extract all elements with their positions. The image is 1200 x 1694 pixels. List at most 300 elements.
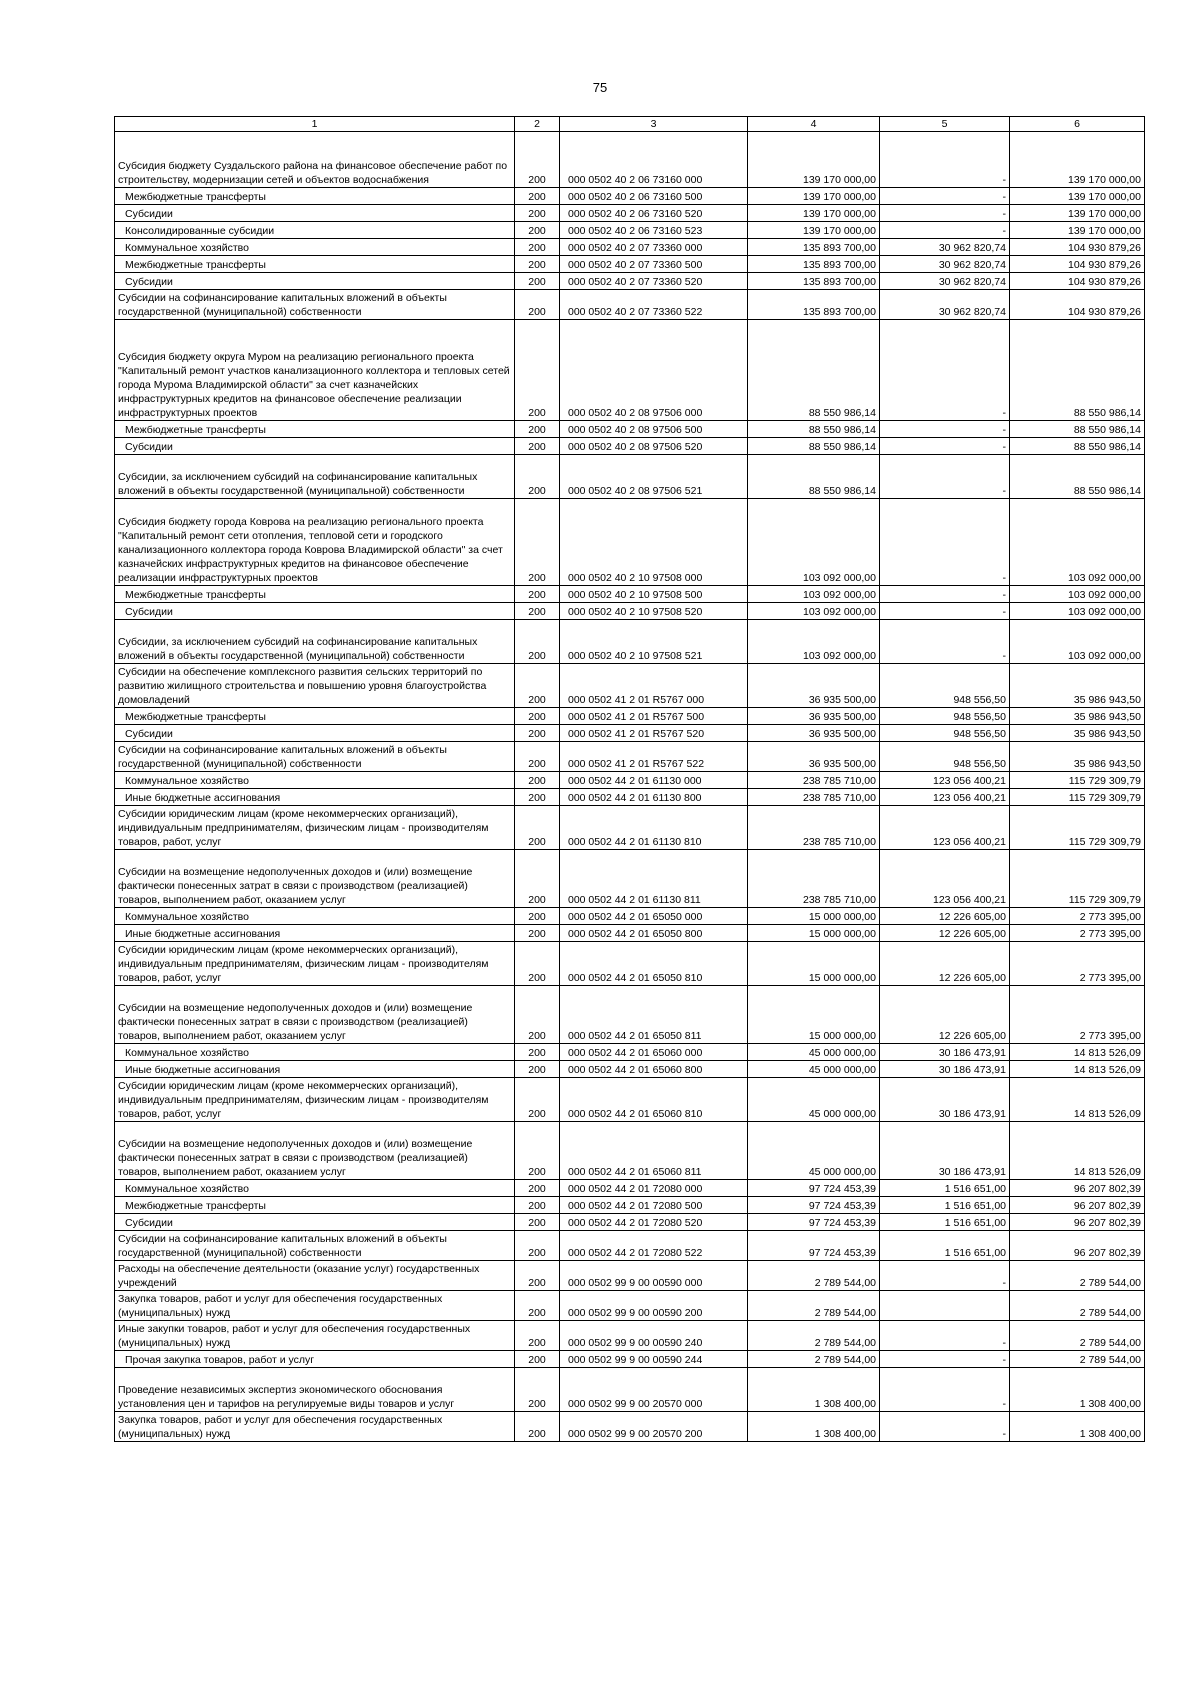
row-executed-amount: - (880, 603, 1010, 620)
row-executed-amount: 123 056 400,21 (880, 772, 1010, 789)
row-remaining-amount: 35 986 943,50 (1010, 742, 1145, 772)
row-code-line: 200 (515, 132, 560, 188)
row-executed-amount: - (880, 132, 1010, 188)
row-remaining-amount: 96 207 802,39 (1010, 1180, 1145, 1197)
row-approved-amount: 2 789 544,00 (748, 1351, 880, 1368)
row-executed-amount: - (880, 499, 1010, 586)
row-remaining-amount: 103 092 000,00 (1010, 603, 1145, 620)
row-approved-amount: 103 092 000,00 (748, 499, 880, 586)
row-executed-amount: 12 226 605,00 (880, 925, 1010, 942)
row-executed-amount: 123 056 400,21 (880, 806, 1010, 850)
row-approved-amount: 2 789 544,00 (748, 1291, 880, 1321)
row-description: Субсидия бюджету Суздальского района на финансовое обеспечение работ по строительству, модернизации сетей и объектов водоснабжения (115, 132, 515, 188)
row-code-line: 200 (515, 1231, 560, 1261)
row-executed-amount: 30 962 820,74 (880, 256, 1010, 273)
row-code-line: 200 (515, 222, 560, 239)
row-approved-amount: 88 550 986,14 (748, 438, 880, 455)
row-approved-amount: 45 000 000,00 (748, 1122, 880, 1180)
row-remaining-amount: 104 930 879,26 (1010, 256, 1145, 273)
row-executed-amount: - (880, 320, 1010, 421)
row-budget-code: 000 0502 44 2 01 72080 522 (560, 1231, 748, 1261)
row-description: Субсидии (115, 603, 515, 620)
row-approved-amount: 97 724 453,39 (748, 1180, 880, 1197)
row-code-line: 200 (515, 455, 560, 499)
row-description: Коммунальное хозяйство (115, 1044, 515, 1061)
row-remaining-amount: 1 308 400,00 (1010, 1412, 1145, 1442)
row-code-line: 200 (515, 421, 560, 438)
row-executed-amount: 123 056 400,21 (880, 789, 1010, 806)
row-approved-amount: 135 893 700,00 (748, 256, 880, 273)
row-description: Субсидии, за исключением субсидий на софинансирование капитальных вложений в объекты государственной (муниципальной) собственности (115, 620, 515, 664)
row-budget-code: 000 0502 99 9 00 20570 200 (560, 1412, 748, 1442)
table-row (115, 1368, 1145, 1412)
row-remaining-amount: 104 930 879,26 (1010, 273, 1145, 290)
row-executed-amount: 30 186 473,91 (880, 1061, 1010, 1078)
table-row (115, 222, 1145, 239)
row-approved-amount: 139 170 000,00 (748, 222, 880, 239)
table-row (115, 205, 1145, 222)
row-description: Иные бюджетные ассигнования (115, 1061, 515, 1078)
row-remaining-amount: 14 813 526,09 (1010, 1078, 1145, 1122)
row-budget-code: 000 0502 40 2 06 73160 523 (560, 222, 748, 239)
table-header-row (115, 117, 1145, 132)
table-row (115, 499, 1145, 586)
row-code-line: 200 (515, 603, 560, 620)
row-code-line: 200 (515, 772, 560, 789)
row-remaining-amount: 103 092 000,00 (1010, 586, 1145, 603)
row-approved-amount: 2 789 544,00 (748, 1261, 880, 1291)
row-approved-amount: 88 550 986,14 (748, 320, 880, 421)
row-budget-code: 000 0502 41 2 01 R5767 522 (560, 742, 748, 772)
row-approved-amount: 238 785 710,00 (748, 806, 880, 850)
table-row (115, 586, 1145, 603)
row-executed-amount: - (880, 1351, 1010, 1368)
table-row (115, 708, 1145, 725)
row-budget-code: 000 0502 41 2 01 R5767 500 (560, 708, 748, 725)
row-budget-code: 000 0502 44 2 01 72080 000 (560, 1180, 748, 1197)
row-executed-amount: 30 962 820,74 (880, 273, 1010, 290)
row-description: Расходы на обеспечение деятельности (оказание услуг) государственных учреждений (115, 1261, 515, 1291)
row-approved-amount: 139 170 000,00 (748, 132, 880, 188)
row-code-line: 200 (515, 986, 560, 1044)
row-code-line: 200 (515, 239, 560, 256)
table-row (115, 850, 1145, 908)
row-executed-amount: - (880, 205, 1010, 222)
table-row (115, 1078, 1145, 1122)
row-executed-amount: - (880, 188, 1010, 205)
row-budget-code: 000 0502 40 2 06 73160 520 (560, 205, 748, 222)
column-header: 3 (560, 117, 748, 132)
row-approved-amount: 36 935 500,00 (748, 664, 880, 708)
row-code-line: 200 (515, 1061, 560, 1078)
row-budget-code: 000 0502 40 2 10 97508 000 (560, 499, 748, 586)
row-approved-amount: 88 550 986,14 (748, 455, 880, 499)
row-approved-amount: 135 893 700,00 (748, 290, 880, 320)
row-code-line: 200 (515, 205, 560, 222)
row-description: Субсидии (115, 1214, 515, 1231)
row-description: Субсидии, за исключением субсидий на софинансирование капитальных вложений в объекты государственной (муниципальной) собственности (115, 455, 515, 499)
row-budget-code: 000 0502 44 2 01 61130 811 (560, 850, 748, 908)
row-executed-amount: 948 556,50 (880, 664, 1010, 708)
table-row (115, 320, 1145, 421)
row-approved-amount: 15 000 000,00 (748, 986, 880, 1044)
row-approved-amount: 36 935 500,00 (748, 725, 880, 742)
row-remaining-amount: 1 308 400,00 (1010, 1368, 1145, 1412)
row-remaining-amount: 103 092 000,00 (1010, 499, 1145, 586)
row-remaining-amount: 104 930 879,26 (1010, 290, 1145, 320)
row-approved-amount: 36 935 500,00 (748, 742, 880, 772)
row-budget-code: 000 0502 40 2 06 73160 000 (560, 132, 748, 188)
row-remaining-amount: 35 986 943,50 (1010, 725, 1145, 742)
row-budget-code: 000 0502 40 2 07 73360 500 (560, 256, 748, 273)
row-approved-amount: 139 170 000,00 (748, 188, 880, 205)
row-description: Иные закупки товаров, работ и услуг для обеспечения государственных (муниципальных) нужд (115, 1321, 515, 1351)
table-row (115, 664, 1145, 708)
table-row (115, 742, 1145, 772)
row-executed-amount: - (880, 1321, 1010, 1351)
row-approved-amount: 103 092 000,00 (748, 603, 880, 620)
row-approved-amount: 135 893 700,00 (748, 239, 880, 256)
table-row (115, 1231, 1145, 1261)
row-executed-amount: - (880, 586, 1010, 603)
row-executed-amount: 1 516 651,00 (880, 1180, 1010, 1197)
row-remaining-amount: 139 170 000,00 (1010, 132, 1145, 188)
row-budget-code: 000 0502 44 2 01 65050 810 (560, 942, 748, 986)
row-executed-amount: - (880, 1412, 1010, 1442)
row-code-line: 200 (515, 586, 560, 603)
row-description: Коммунальное хозяйство (115, 239, 515, 256)
row-budget-code: 000 0502 99 9 00 00590 240 (560, 1321, 748, 1351)
row-code-line: 200 (515, 1078, 560, 1122)
row-executed-amount: 30 962 820,74 (880, 239, 1010, 256)
row-description: Иные бюджетные ассигнования (115, 925, 515, 942)
row-budget-code: 000 0502 99 9 00 00590 244 (560, 1351, 748, 1368)
row-remaining-amount: 88 550 986,14 (1010, 455, 1145, 499)
row-description: Коммунальное хозяйство (115, 772, 515, 789)
row-executed-amount: 1 516 651,00 (880, 1231, 1010, 1261)
row-approved-amount: 97 724 453,39 (748, 1231, 880, 1261)
row-budget-code: 000 0502 40 2 06 73160 500 (560, 188, 748, 205)
row-code-line: 200 (515, 620, 560, 664)
row-executed-amount: - (880, 222, 1010, 239)
row-code-line: 200 (515, 1351, 560, 1368)
row-executed-amount (880, 1291, 1010, 1321)
row-code-line: 200 (515, 925, 560, 942)
row-budget-code: 000 0502 44 2 01 65060 000 (560, 1044, 748, 1061)
table-row (115, 421, 1145, 438)
row-remaining-amount: 2 789 544,00 (1010, 1321, 1145, 1351)
row-executed-amount: - (880, 1261, 1010, 1291)
row-budget-code: 000 0502 40 2 10 97508 500 (560, 586, 748, 603)
row-remaining-amount: 14 813 526,09 (1010, 1044, 1145, 1061)
row-code-line: 200 (515, 1291, 560, 1321)
row-description: Субсидии (115, 438, 515, 455)
row-description: Прочая закупка товаров, работ и услуг (115, 1351, 515, 1368)
row-description: Межбюджетные трансферты (115, 586, 515, 603)
row-executed-amount: 12 226 605,00 (880, 908, 1010, 925)
table-row (115, 725, 1145, 742)
row-remaining-amount: 115 729 309,79 (1010, 806, 1145, 850)
row-remaining-amount: 2 789 544,00 (1010, 1261, 1145, 1291)
row-description: Субсидия бюджету округа Муром на реализацию регионального проекта "Капитальный ремонт участков канализационного коллектора и тепловых сетей города Мурома Владимирской области" за счет казначейских инфраструктурных кредитов на финансовое обеспечение реализации инфраструктурных проектов (115, 320, 515, 421)
row-budget-code: 000 0502 40 2 08 97506 000 (560, 320, 748, 421)
row-remaining-amount: 2 773 395,00 (1010, 908, 1145, 925)
row-executed-amount: 1 516 651,00 (880, 1214, 1010, 1231)
row-approved-amount: 15 000 000,00 (748, 942, 880, 986)
row-executed-amount: - (880, 438, 1010, 455)
page-number: 75 (592, 80, 608, 95)
row-remaining-amount: 139 170 000,00 (1010, 188, 1145, 205)
row-code-line: 200 (515, 438, 560, 455)
table-row (115, 1214, 1145, 1231)
row-description: Субсидии (115, 725, 515, 742)
budget-table (114, 116, 1145, 1442)
row-approved-amount: 103 092 000,00 (748, 586, 880, 603)
row-description: Коммунальное хозяйство (115, 1180, 515, 1197)
row-approved-amount: 15 000 000,00 (748, 908, 880, 925)
row-approved-amount: 1 308 400,00 (748, 1368, 880, 1412)
table-row (115, 1061, 1145, 1078)
table-row (115, 908, 1145, 925)
row-code-line: 200 (515, 942, 560, 986)
row-approved-amount: 135 893 700,00 (748, 273, 880, 290)
table-row (115, 925, 1145, 942)
row-description: Субсидии юридическим лицам (кроме некоммерческих организаций), индивидуальным предпринимателям, физическим лицам - производителям товаров, работ, услуг (115, 1078, 515, 1122)
row-description: Субсидии (115, 205, 515, 222)
row-executed-amount: 30 186 473,91 (880, 1078, 1010, 1122)
table-row (115, 1321, 1145, 1351)
row-remaining-amount: 96 207 802,39 (1010, 1231, 1145, 1261)
row-executed-amount: 12 226 605,00 (880, 986, 1010, 1044)
row-budget-code: 000 0502 40 2 08 97506 521 (560, 455, 748, 499)
row-code-line: 200 (515, 1197, 560, 1214)
row-budget-code: 000 0502 44 2 01 65060 811 (560, 1122, 748, 1180)
row-executed-amount: 948 556,50 (880, 708, 1010, 725)
table-row (115, 942, 1145, 986)
row-description: Субсидии на возмещение недополученных доходов и (или) возмещение фактически понесенных затрат в связи с производством (реализацией) товаров, выполнением работ, оказанием услуг (115, 986, 515, 1044)
row-executed-amount: 30 186 473,91 (880, 1044, 1010, 1061)
row-code-line: 200 (515, 908, 560, 925)
row-code-line: 200 (515, 1122, 560, 1180)
row-code-line: 200 (515, 742, 560, 772)
row-code-line: 200 (515, 1412, 560, 1442)
row-code-line: 200 (515, 708, 560, 725)
row-description: Субсидии на возмещение недополученных доходов и (или) возмещение фактически понесенных затрат в связи с производством (реализацией) товаров, выполнением работ, оказанием услуг (115, 1122, 515, 1180)
row-budget-code: 000 0502 44 2 01 65050 000 (560, 908, 748, 925)
row-budget-code: 000 0502 40 2 07 73360 000 (560, 239, 748, 256)
row-remaining-amount: 115 729 309,79 (1010, 789, 1145, 806)
row-code-line: 200 (515, 320, 560, 421)
row-budget-code: 000 0502 44 2 01 65060 800 (560, 1061, 748, 1078)
row-code-line: 200 (515, 789, 560, 806)
column-header: 6 (1010, 117, 1145, 132)
table-row (115, 256, 1145, 273)
row-code-line: 200 (515, 725, 560, 742)
row-code-line: 200 (515, 256, 560, 273)
row-remaining-amount: 88 550 986,14 (1010, 421, 1145, 438)
table-row (115, 455, 1145, 499)
table-row (115, 290, 1145, 320)
row-remaining-amount: 35 986 943,50 (1010, 664, 1145, 708)
row-description: Межбюджетные трансферты (115, 708, 515, 725)
row-approved-amount: 45 000 000,00 (748, 1078, 880, 1122)
row-budget-code: 000 0502 44 2 01 61130 800 (560, 789, 748, 806)
row-approved-amount: 1 308 400,00 (748, 1412, 880, 1442)
row-executed-amount: 948 556,50 (880, 742, 1010, 772)
table-row (115, 1197, 1145, 1214)
row-description: Закупка товаров, работ и услуг для обеспечения государственных (муниципальных) нужд (115, 1291, 515, 1321)
row-executed-amount: - (880, 620, 1010, 664)
table-row (115, 1412, 1145, 1442)
row-budget-code: 000 0502 99 9 00 20570 000 (560, 1368, 748, 1412)
row-description: Закупка товаров, работ и услуг для обеспечения государственных (муниципальных) нужд (115, 1412, 515, 1442)
row-approved-amount: 97 724 453,39 (748, 1197, 880, 1214)
row-code-line: 200 (515, 1044, 560, 1061)
row-remaining-amount: 88 550 986,14 (1010, 438, 1145, 455)
column-header: 1 (115, 117, 515, 132)
column-header: 5 (880, 117, 1010, 132)
row-approved-amount: 97 724 453,39 (748, 1214, 880, 1231)
table-row (115, 188, 1145, 205)
row-description: Межбюджетные трансферты (115, 188, 515, 205)
row-budget-code: 000 0502 40 2 07 73360 522 (560, 290, 748, 320)
row-remaining-amount: 2 773 395,00 (1010, 925, 1145, 942)
row-code-line: 200 (515, 188, 560, 205)
table-row (115, 1261, 1145, 1291)
row-code-line: 200 (515, 1261, 560, 1291)
row-approved-amount: 238 785 710,00 (748, 772, 880, 789)
row-budget-code: 000 0502 44 2 01 72080 500 (560, 1197, 748, 1214)
table-row (115, 1180, 1145, 1197)
row-description: Межбюджетные трансферты (115, 1197, 515, 1214)
table-row (115, 273, 1145, 290)
row-description: Субсидия бюджету города Коврова на реализацию регионального проекта "Капитальный ремонт сети отопления, тепловой сети и городского канализационного коллектора города Коврова Владимирской области" за счет казначейских инфраструктурных кредитов на финансовое обеспечение реализации инфраструктурных проектов (115, 499, 515, 586)
row-approved-amount: 36 935 500,00 (748, 708, 880, 725)
row-remaining-amount: 104 930 879,26 (1010, 239, 1145, 256)
table-row (115, 789, 1145, 806)
row-approved-amount: 45 000 000,00 (748, 1061, 880, 1078)
row-description: Субсидии на софинансирование капитальных вложений в объекты государственной (муниципальной) собственности (115, 1231, 515, 1261)
row-code-line: 200 (515, 1321, 560, 1351)
row-code-line: 200 (515, 1180, 560, 1197)
row-description: Субсидии (115, 273, 515, 290)
row-remaining-amount: 14 813 526,09 (1010, 1061, 1145, 1078)
row-remaining-amount: 115 729 309,79 (1010, 772, 1145, 789)
row-executed-amount: 30 186 473,91 (880, 1122, 1010, 1180)
row-remaining-amount: 2 789 544,00 (1010, 1291, 1145, 1321)
row-code-line: 200 (515, 806, 560, 850)
row-budget-code: 000 0502 44 2 01 65050 800 (560, 925, 748, 942)
row-remaining-amount: 139 170 000,00 (1010, 205, 1145, 222)
table-row (115, 1291, 1145, 1321)
row-description: Коммунальное хозяйство (115, 908, 515, 925)
row-description: Субсидии на возмещение недополученных доходов и (или) возмещение фактически понесенных затрат в связи с производством (реализацией) товаров, выполнением работ, оказанием услуг (115, 850, 515, 908)
row-description: Субсидии на софинансирование капитальных вложений в объекты государственной (муниципальной) собственности (115, 742, 515, 772)
row-budget-code: 000 0502 40 2 07 73360 520 (560, 273, 748, 290)
row-budget-code: 000 0502 40 2 08 97506 520 (560, 438, 748, 455)
row-description: Консолидированные субсидии (115, 222, 515, 239)
row-remaining-amount: 2 789 544,00 (1010, 1351, 1145, 1368)
row-description: Межбюджетные трансферты (115, 256, 515, 273)
row-remaining-amount: 96 207 802,39 (1010, 1214, 1145, 1231)
table-row (115, 620, 1145, 664)
row-budget-code: 000 0502 41 2 01 R5767 520 (560, 725, 748, 742)
row-budget-code: 000 0502 40 2 10 97508 521 (560, 620, 748, 664)
row-remaining-amount: 2 773 395,00 (1010, 986, 1145, 1044)
row-approved-amount: 15 000 000,00 (748, 925, 880, 942)
row-description: Субсидии на обеспечение комплексного развития сельских территорий по развитию жилищного строительства и повышению уровня благоустройства домовладений (115, 664, 515, 708)
row-budget-code: 000 0502 40 2 10 97508 520 (560, 603, 748, 620)
table-row (115, 1044, 1145, 1061)
table-row (115, 772, 1145, 789)
row-remaining-amount: 103 092 000,00 (1010, 620, 1145, 664)
table-row (115, 986, 1145, 1044)
row-remaining-amount: 35 986 943,50 (1010, 708, 1145, 725)
row-code-line: 200 (515, 1214, 560, 1231)
row-remaining-amount: 139 170 000,00 (1010, 222, 1145, 239)
row-approved-amount: 103 092 000,00 (748, 620, 880, 664)
row-code-line: 200 (515, 499, 560, 586)
row-description: Проведение независимых экспертиз экономического обоснования установления цен и тарифов на регулируемые виды товаров и услуг (115, 1368, 515, 1412)
row-code-line: 200 (515, 273, 560, 290)
row-approved-amount: 139 170 000,00 (748, 205, 880, 222)
row-executed-amount: 12 226 605,00 (880, 942, 1010, 986)
row-remaining-amount: 115 729 309,79 (1010, 850, 1145, 908)
row-description: Субсидии юридическим лицам (кроме некоммерческих организаций), индивидуальным предпринимателям, физическим лицам - производителям товаров, работ, услуг (115, 806, 515, 850)
row-approved-amount: 2 789 544,00 (748, 1321, 880, 1351)
row-budget-code: 000 0502 44 2 01 61130 000 (560, 772, 748, 789)
row-budget-code: 000 0502 44 2 01 65060 810 (560, 1078, 748, 1122)
row-budget-code: 000 0502 44 2 01 61130 810 (560, 806, 748, 850)
row-remaining-amount: 96 207 802,39 (1010, 1197, 1145, 1214)
row-budget-code: 000 0502 40 2 08 97506 500 (560, 421, 748, 438)
row-remaining-amount: 88 550 986,14 (1010, 320, 1145, 421)
row-executed-amount: - (880, 421, 1010, 438)
row-code-line: 200 (515, 850, 560, 908)
row-code-line: 200 (515, 664, 560, 708)
row-approved-amount: 88 550 986,14 (748, 421, 880, 438)
row-executed-amount: 948 556,50 (880, 725, 1010, 742)
row-executed-amount: 1 516 651,00 (880, 1197, 1010, 1214)
table-row (115, 806, 1145, 850)
row-code-line: 200 (515, 1368, 560, 1412)
table-row (115, 239, 1145, 256)
row-budget-code: 000 0502 44 2 01 72080 520 (560, 1214, 748, 1231)
row-budget-code: 000 0502 99 9 00 00590 200 (560, 1291, 748, 1321)
row-code-line: 200 (515, 290, 560, 320)
column-header: 2 (515, 117, 560, 132)
column-header: 4 (748, 117, 880, 132)
row-executed-amount: - (880, 455, 1010, 499)
row-description: Межбюджетные трансферты (115, 421, 515, 438)
row-approved-amount: 45 000 000,00 (748, 1044, 880, 1061)
row-approved-amount: 238 785 710,00 (748, 850, 880, 908)
row-executed-amount: 30 962 820,74 (880, 290, 1010, 320)
row-approved-amount: 238 785 710,00 (748, 789, 880, 806)
row-executed-amount: - (880, 1368, 1010, 1412)
row-remaining-amount: 14 813 526,09 (1010, 1122, 1145, 1180)
row-description: Субсидии юридическим лицам (кроме некоммерческих организаций), индивидуальным предпринимателям, физическим лицам - производителям товаров, работ, услуг (115, 942, 515, 986)
table-row (115, 438, 1145, 455)
row-executed-amount: 123 056 400,21 (880, 850, 1010, 908)
row-budget-code: 000 0502 99 9 00 00590 000 (560, 1261, 748, 1291)
table-row (115, 1351, 1145, 1368)
row-budget-code: 000 0502 44 2 01 65050 811 (560, 986, 748, 1044)
row-description: Иные бюджетные ассигнования (115, 789, 515, 806)
table-row (115, 132, 1145, 188)
row-remaining-amount: 2 773 395,00 (1010, 942, 1145, 986)
row-budget-code: 000 0502 41 2 01 R5767 000 (560, 664, 748, 708)
